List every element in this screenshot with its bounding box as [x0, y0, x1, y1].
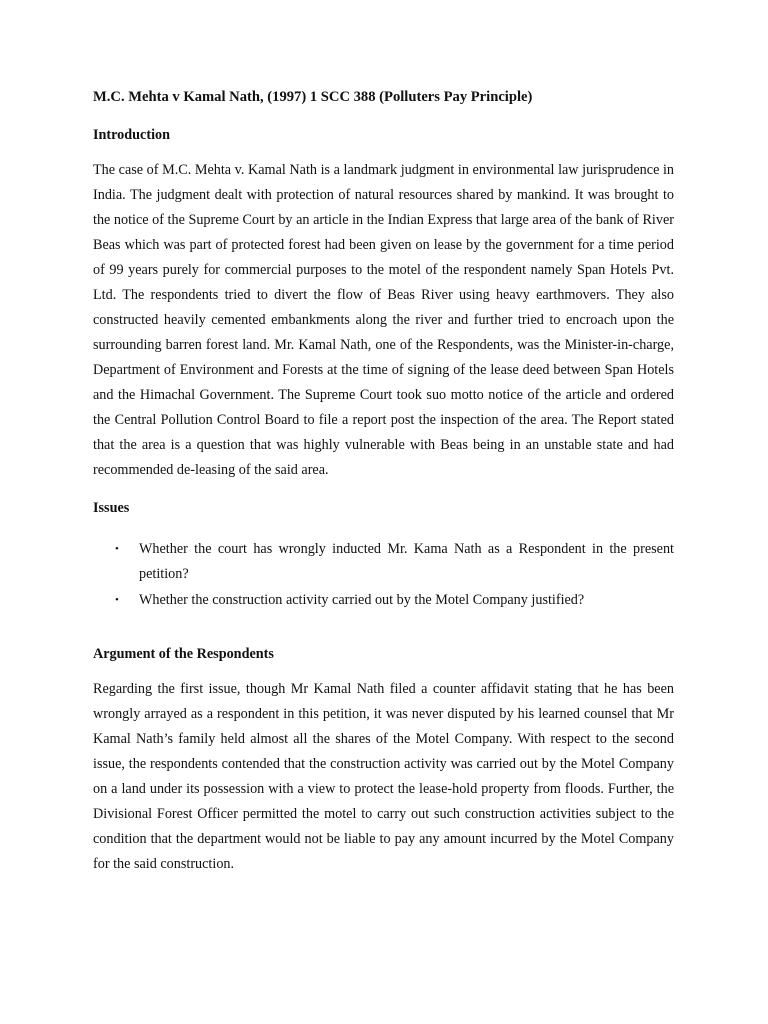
issues-heading: Issues — [93, 500, 130, 516]
introduction-heading: Introduction — [93, 127, 170, 143]
issue-item-2 — [93, 588, 674, 613]
introduction-paragraph: The case of M.C. Mehta v. Kamal Nath is a landmark judgment in environmental law jurisprudence in India. The judgment dealt with protection of natural resources shared by mankind. It was brought to the notice of the Supreme Court by an article in the Indian Express that large area of the bank of River Beas which was part of protected forest had been given on lease by the government for a time period of 99 years purely for commercial purposes to the motel of the respondent namely Span Hotels Pvt. Ltd. The respondents tried to divert the flow of Beas River using heavy earthmovers. They also constructed heavily cemented embankments along the river and further tried to encroach upon the surrounding barren forest land. Mr. Kamal Nath, one of the Respondents, was the Minister-in-charge, Department of Environment and Forests at the time of signing of the lease deed between Span Hotels and the Himachal Government. The Supreme Court took suo motto notice of the article and ordered the Central Pollution Control Board to file a report post the inspection of the area. The Report stated that the area is a question that was highly vulnerable with Beas being in an unstable state and had recommended de-leasing of the said area. — [93, 162, 674, 478]
issues-list — [93, 537, 674, 613]
issue-text-1: Whether the court has wrongly inducted Mr. Kama Nath as a Respondent in the present petition? — [139, 541, 674, 582]
document-page — [93, 86, 674, 877]
respondents-paragraph: Regarding the first issue, though Mr Kamal Nath filed a counter affidavit stating that he has been wrongly arrayed as a respondent in this petition, it was never disputed by his learned counsel that Mr Kamal Nath’s family held almost all the shares of the Motel Company. With respect to the second issue, the respondents contended that the construction activity was carried out by the Motel Company on a land under its possession with a view to protect the lease-hold property from floods. Further, the Divisional Forest Officer permitted the motel to carry out such construction activities subject to the condition that the department would not be liable to pay any amount incurred by the Motel Company for the said construction. — [93, 680, 674, 872]
bullet-icon: • — [115, 594, 119, 606]
document-title: M.C. Mehta v Kamal Nath, (1997) 1 SCC 388 (Polluters Pay Principle) — [93, 89, 533, 105]
issue-item-1 — [93, 537, 674, 586]
bullet-icon: • — [115, 543, 119, 555]
issue-text-2: Whether the construction activity carried out by the Motel Company justified? — [139, 592, 585, 608]
respondents-heading: Argument of the Respondents — [93, 645, 274, 662]
